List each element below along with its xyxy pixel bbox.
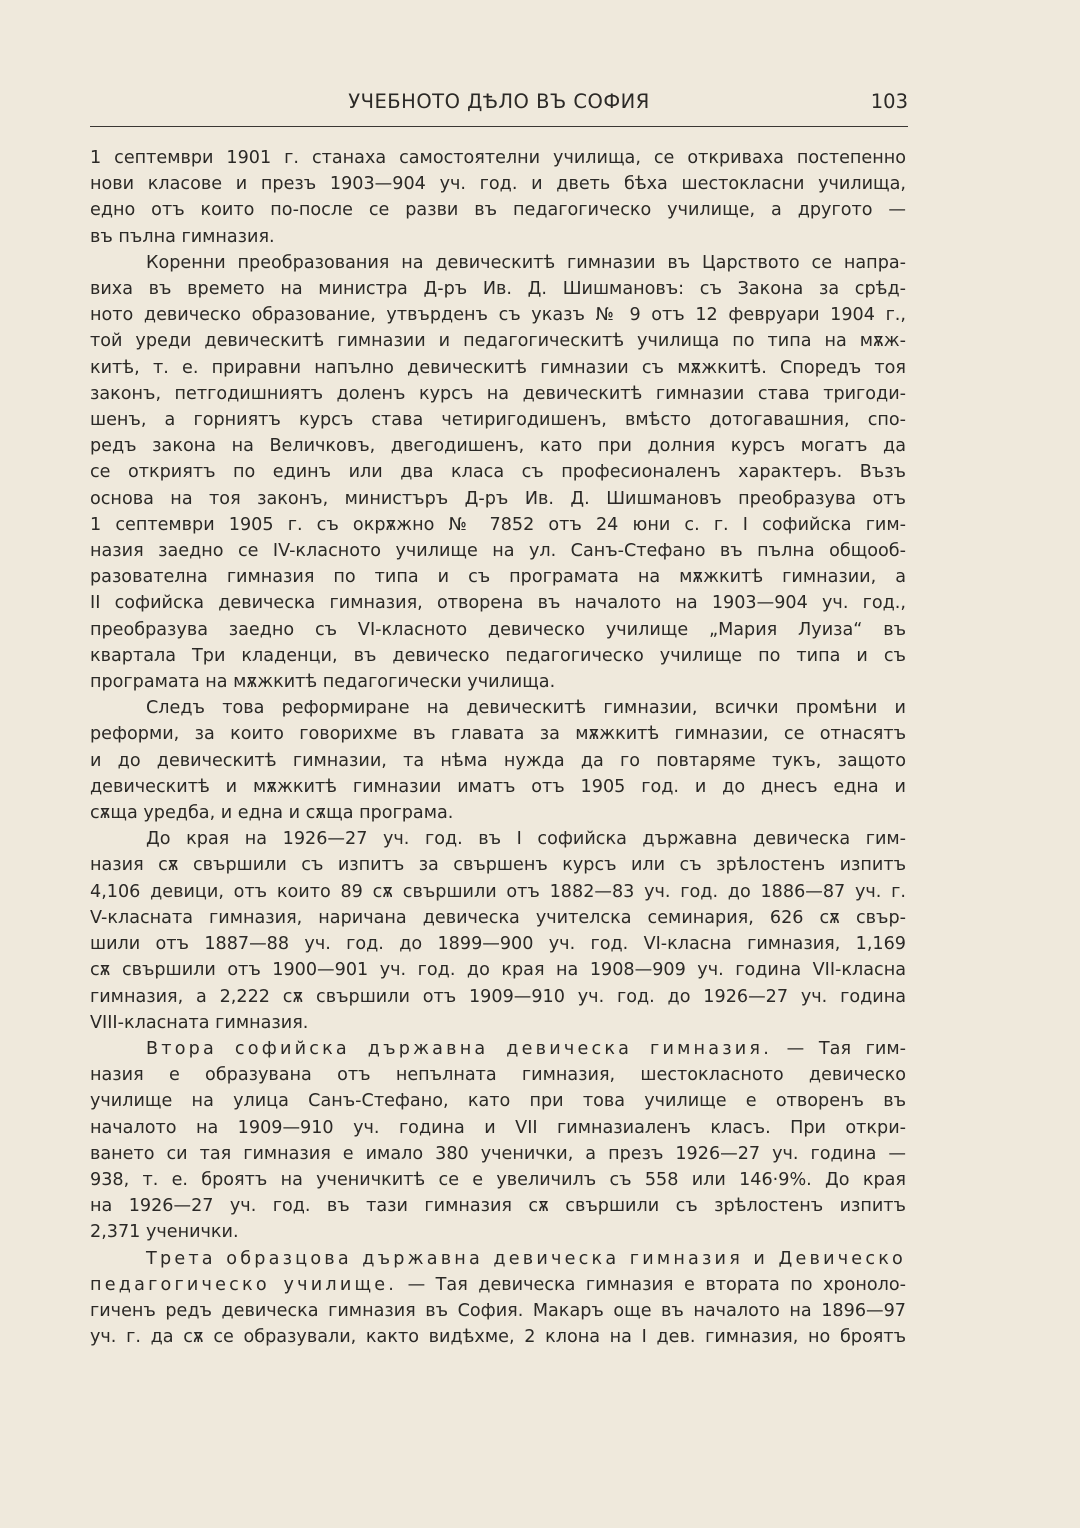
text-line: 1 септември 1901 г. станаха самостоятелни училища, се откриваха постепенно (90, 148, 906, 168)
text-line: програмата на мѫжкитѣ педагогически училища. (90, 672, 556, 693)
text-run: — Тая гим- (772, 1038, 906, 1059)
text-line (90, 1036, 906, 1062)
text-line: сѫ свършили отъ 1900—901 уч. год. до края на 1908—909 уч. година VII-класна (90, 960, 906, 981)
text-line: реформи, за които говорихме въ главата за мѫжкитѣ гимназии, се отнасятъ (90, 724, 906, 745)
text-line: основа на тоя законъ, министъръ Д-ръ Ив. Д. Шишмановъ преобразува отъ (90, 488, 906, 509)
text-line: и до девическитѣ гимназии, та нѣма нужда да го повтаряме тукъ, защото (90, 750, 906, 771)
text-line: шили отъ 1887—88 уч. год. до 1899—900 уч. год. VI-класна гимназия, 1,169 (90, 934, 906, 955)
text-line: шенъ, а горниятъ курсъ става четиригодишенъ, вмѣсто дотогавашния, спо- (90, 410, 906, 431)
text-line: гиченъ редъ девическа гимназия въ София. Макаръ още въ началото на 1896—97 (90, 1300, 906, 1321)
text-line: девическитѣ и мѫжкитѣ гимназии иматъ отъ 1905 год. и до днесъ една и (90, 776, 906, 797)
text-line: нови класове и презъ 1903—904 уч. год. и дветь бѣха шестокласни училища, (90, 174, 906, 195)
body-text (90, 145, 906, 1350)
text-line: ването си тая гимназия е имало 380 ученички, а презъ 1926—27 уч. година — (90, 1143, 906, 1164)
running-title: УЧЕБНОТО ДѢЛО ВЪ СОФИЯ (348, 90, 650, 113)
text-line: виха въ времето на министра Д-ръ Ив. Д. Шишмановъ: съ Закона за срѣд- (90, 279, 906, 300)
text-line: назия заедно се IV-класното училище на ул. Санъ-Стефано въ пълна общооб- (90, 541, 906, 562)
text-line: се откриятъ по единъ или два класа съ професионаленъ характеръ. Възъ (90, 462, 906, 483)
page-number: 103 (870, 90, 908, 113)
text-line (90, 1246, 906, 1272)
text-line: ното девическо образование, утвърденъ съ указъ № 9 отъ 12 февруари 1904 г., (90, 305, 906, 326)
text-line: началото на 1909—910 уч. година и VII гимназиаленъ класъ. При откри- (90, 1117, 906, 1138)
text-line (90, 1272, 906, 1298)
running-header (90, 88, 908, 120)
section-heading: Втора софийска държавна девическа гимназия. (146, 1038, 773, 1059)
text-line: назия е образувана отъ непълната гимназия, шестокласното девическо (90, 1065, 906, 1086)
text-line: 938, т. е. броятъ на ученичкитѣ се е увеличилъ съ 558 или 146·9%. До края (90, 1169, 906, 1190)
text-line: уч. г. да сѫ се образували, както видѣхме, 2 клона на I дев. гимназия, но броятъ (90, 1327, 906, 1348)
section-heading: Трета образцова държавна девическа гимназия и Девическо (146, 1248, 906, 1269)
text-line: V-класната гимназия, наричана девическа учителска семинария, 626 сѫ свър- (90, 907, 906, 928)
text-line: законъ, петгодишниятъ доленъ курсъ на девическитѣ гимназии става тригоди- (90, 383, 906, 404)
text-line: той уреди девическитѣ гимназии и педагогическитѣ училища по типа на мѫж- (90, 331, 906, 352)
text-line: едно отъ които по-после се разви въ педагогическо училище, а другото — (90, 200, 906, 221)
header-rule (90, 126, 908, 127)
text-line: Следъ това реформиране на девическитѣ гимназии, всички промѣни и (146, 698, 906, 719)
text-line: VIII-класната гимназия. (90, 1012, 309, 1033)
text-line: До края на 1926—27 уч. год. въ I софийска държавна девическа гим- (146, 829, 906, 850)
text-line: квартала Три кладенци, въ девическо педагогическо училище по типа и съ (90, 645, 906, 666)
text-line: 2,371 ученички. (90, 1222, 239, 1243)
text-line: сѫща уредба, и една и сѫща програма. (90, 803, 454, 824)
section-heading: педагогическо училище. (90, 1274, 398, 1295)
text-line: преобразува заедно съ VI-класното девическо училище „Мария Луиза“ въ (90, 619, 906, 640)
text-line: II софийска девическа гимназия, отворена въ началото на 1903—904 уч. год., (90, 593, 906, 614)
text-line: училище на улица Санъ-Стефано, като при това училище е отворенъ въ (90, 1091, 906, 1112)
text-line: китѣ, т. е. приравни напълно девическитѣ гимназии съ мѫжкитѣ. Споредъ тоя (90, 357, 906, 378)
text-line: 1 септември 1905 г. съ окрѫжно № 7852 отъ 24 юни с. г. I софийска гим- (90, 514, 906, 535)
text-line: разователна гимназия по типа и съ програмата на мѫжкитѣ гимназии, а (90, 567, 906, 588)
text-line: на 1926—27 уч. год. въ тази гимназия сѫ свършили съ зрѣлостенъ изпитъ (90, 1196, 906, 1217)
text-line: въ пълна гимназия. (90, 226, 275, 247)
text-line: гимназия, а 2,222 сѫ свършили отъ 1909—910 уч. год. до 1926—27 уч. година (90, 986, 906, 1007)
text-line: 4,106 девици, отъ които 89 сѫ свършили отъ 1882—83 уч. год. до 1886—87 уч. г. (90, 881, 906, 902)
text-line: Коренни преобразования на девическитѣ гимназии въ Царството се напра- (146, 252, 906, 273)
text-run: — Тая девическа гимназия е втората по хроноло- (397, 1274, 906, 1295)
text-line: назия сѫ свършили съ изпитъ за свършенъ курсъ или съ зрѣлостенъ изпитъ (90, 855, 906, 876)
text-line: редъ закона на Величковъ, двегодишенъ, като при долния курсъ могатъ да (90, 436, 906, 457)
